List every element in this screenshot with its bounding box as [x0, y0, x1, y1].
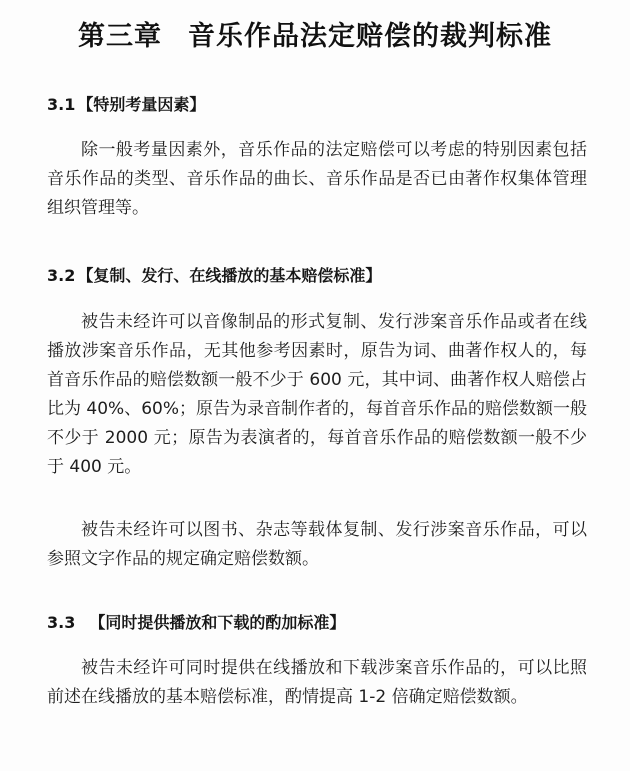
chapter-title-text: 音乐作品法定赔偿的裁判标准: [188, 21, 552, 52]
section-heading-3-2: [47, 263, 381, 286]
section-heading-3-3: [47, 610, 345, 633]
chapter-title: [0, 14, 630, 53]
chapter-number: 第三章: [78, 21, 162, 52]
paragraph-3-2-2: 被告未经许可以图书、杂志等载体复制、发行涉案音乐作品，可以参照文字作品的规定确定赔偿数额。: [47, 520, 587, 569]
paragraph-3-2-1: 被告未经许可以音像制品的形式复制、发行涉案音乐作品或者在线播放涉案音乐作品，无其他参考因素时，原告为词、曲著作权人的，每首音乐作品的赔偿数额一般不少于 600 元，其中词、曲著作权人赔偿占比为 40%、60%；原告为录音制作者的，每首音乐作品的赔偿数额一般不少于 2000 元；原告为表演者的，每首音乐作品的赔偿数额一般不少于 400 元。: [47, 312, 587, 477]
section-number: 3.1: [47, 95, 76, 114]
paragraph-3-1-1: 除一般考量因素外，音乐作品的法定赔偿可以考虑的特别因素包括音乐作品的类型、音乐作品的曲长、音乐作品是否已由著作权集体管理组织管理等。: [47, 140, 587, 218]
paragraph-3-3-1: 被告未经许可同时提供在线播放和下载涉案音乐作品的，可以比照前述在线播放的基本赔偿标准，酌情提高 1-2 倍确定赔偿数额。: [47, 658, 587, 707]
section-title: 【特别考量因素】: [77, 95, 206, 114]
section-number: 3.2: [47, 266, 76, 285]
section-title: 【复制、发行、在线播放的基本赔偿标准】: [77, 266, 382, 285]
section-heading-3-1: [47, 92, 205, 115]
section-title: 【同时提供播放和下载的酌加标准】: [89, 613, 346, 632]
section-number: 3.3: [47, 613, 76, 632]
